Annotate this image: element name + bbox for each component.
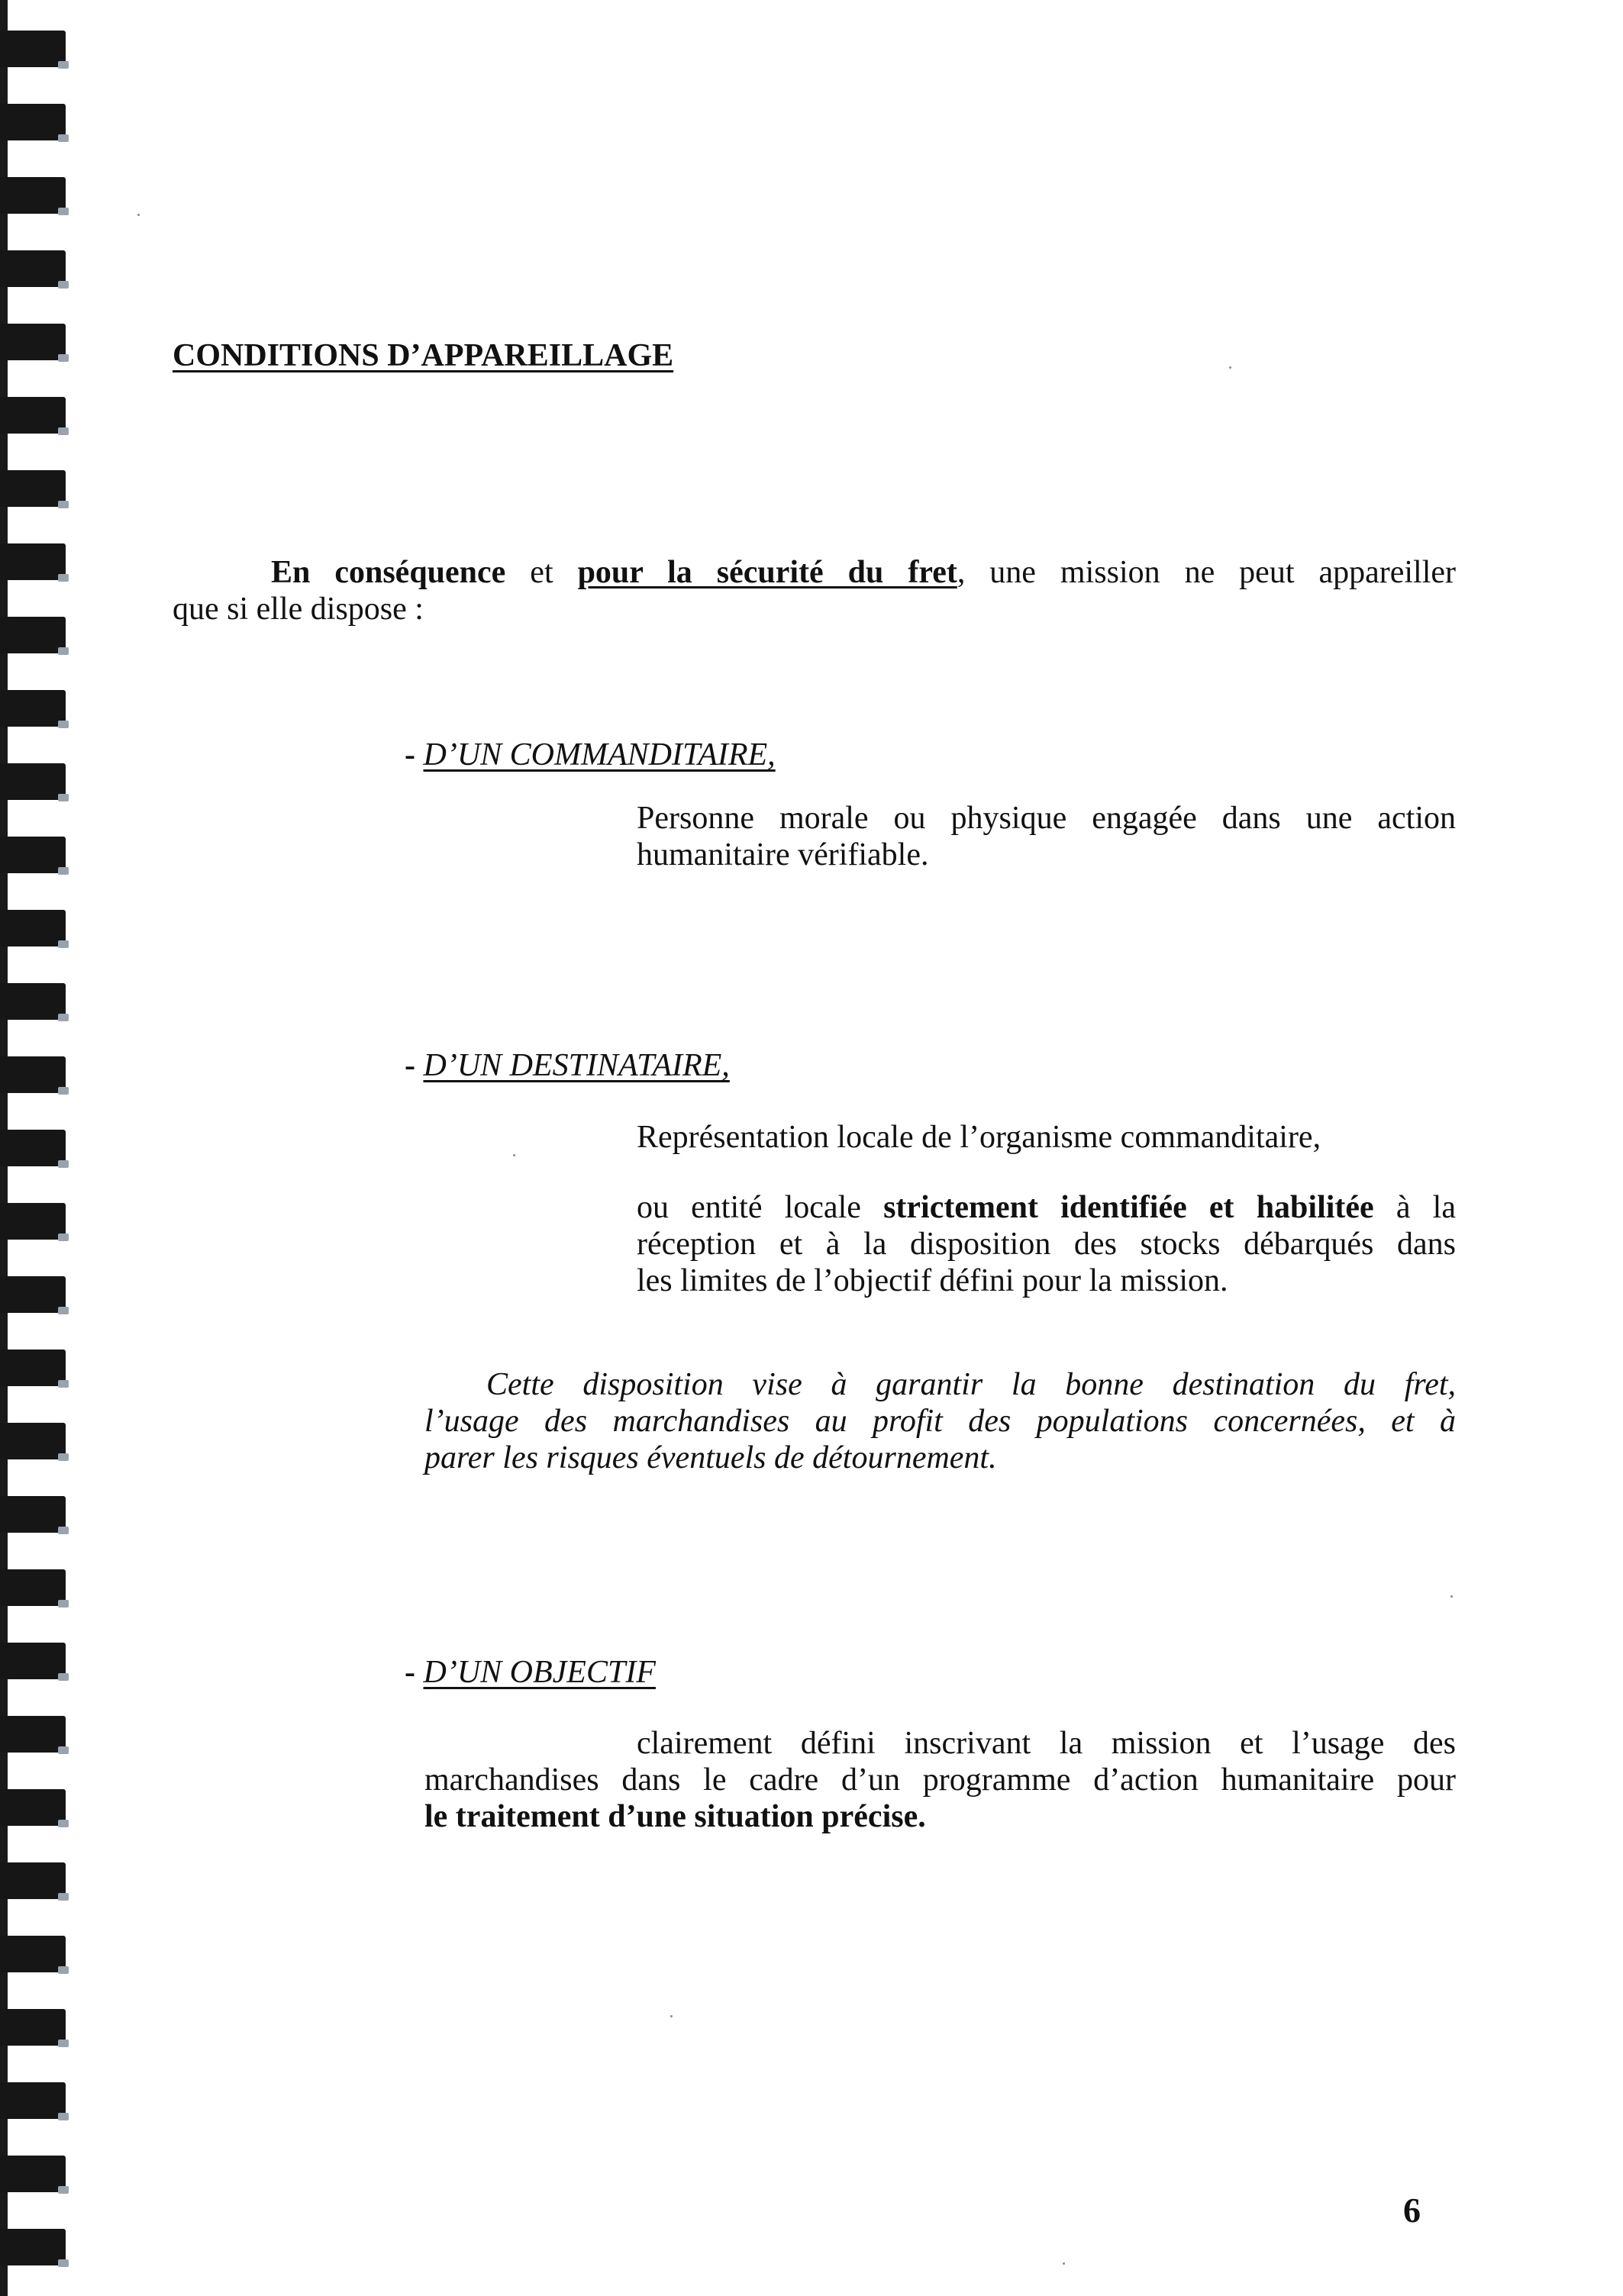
binding-coil bbox=[0, 763, 66, 800]
scan-speck bbox=[1063, 2262, 1065, 2265]
note-line-2: l’usage des marchandises au profit des populations concernées, et à bbox=[424, 1404, 1456, 1439]
objectif-line-2: marchandises dans le cadre d’un programme d’action humanitaire pour bbox=[424, 1762, 1456, 1798]
binding-coil bbox=[0, 1130, 66, 1166]
section-dash: - bbox=[405, 737, 424, 772]
scan-speck bbox=[670, 2015, 673, 2017]
note-line-3: parer les risques éventuels de détournement. bbox=[424, 1440, 997, 1475]
page-heading: CONDITIONS D’APPAREILLAGE bbox=[173, 338, 674, 373]
objectif-line-1: clairement défini inscrivant la mission et l’usage des bbox=[637, 1726, 1456, 1761]
scan-speck bbox=[1450, 1595, 1453, 1598]
binding-coil bbox=[0, 1276, 66, 1313]
para2-bold: strictement identifiée et habilitée bbox=[883, 1190, 1374, 1225]
section-name: D’UN COMMANDITAIRE, bbox=[423, 737, 776, 772]
intro-rest: , une mission ne peut appareiller bbox=[957, 555, 1456, 590]
binding-coil bbox=[0, 1936, 66, 1972]
binding-coil bbox=[0, 177, 66, 214]
binding-coil bbox=[0, 617, 66, 653]
binding-coil bbox=[0, 543, 66, 580]
intro-and: et bbox=[530, 555, 553, 590]
section-title-objectif bbox=[405, 1654, 656, 1691]
page-number: 6 bbox=[1403, 2191, 1421, 2230]
binding-coil bbox=[0, 1423, 66, 1459]
binding-coil bbox=[0, 1496, 66, 1533]
binding-coil bbox=[0, 104, 66, 140]
destinataire-para-2-line-1 bbox=[637, 1189, 1456, 1226]
section-dash: - bbox=[405, 1048, 424, 1083]
note-line-1: Cette disposition vise à garantir la bonne destination du fret, bbox=[486, 1367, 1456, 1402]
intro-line-2: que si elle dispose : bbox=[173, 592, 424, 627]
section-title-commanditaire bbox=[405, 737, 776, 773]
section-name: D’UN DESTINATAIRE, bbox=[423, 1048, 730, 1083]
commanditaire-line-1: Personne morale ou physique engagée dans une action bbox=[637, 801, 1456, 836]
binding-coil bbox=[0, 837, 66, 873]
section-title-destinataire bbox=[405, 1047, 730, 1084]
binding-coil bbox=[0, 2082, 66, 2119]
binding-coil bbox=[0, 1569, 66, 1606]
scan-speck bbox=[513, 1154, 515, 1156]
binding-coil bbox=[0, 1643, 66, 1679]
binding-coil bbox=[0, 690, 66, 727]
para2-pre: ou entité locale bbox=[637, 1190, 884, 1225]
binding-coil bbox=[0, 983, 66, 1020]
destinataire-para-2-line-2: réception et à la disposition des stocks débarqués dans bbox=[637, 1227, 1456, 1262]
binding-coil bbox=[0, 1789, 66, 1826]
scan-speck bbox=[137, 214, 140, 216]
binding-coil bbox=[0, 324, 66, 360]
binding-coil bbox=[0, 910, 66, 946]
section-dash: - bbox=[405, 1655, 424, 1690]
intro-emphasis: pour la sécurité du fret bbox=[577, 555, 957, 590]
intro-lead: En conséquence bbox=[271, 555, 506, 590]
commanditaire-line-2: humanitaire vérifiable. bbox=[637, 837, 929, 872]
para2-post: à la bbox=[1373, 1190, 1456, 1225]
section-name: D’UN OBJECTIF bbox=[423, 1655, 656, 1690]
destinataire-para-1: Représentation locale de l’organisme commanditaire, bbox=[637, 1120, 1321, 1155]
intro-line-1 bbox=[271, 554, 1456, 591]
binding-coil bbox=[0, 31, 66, 67]
binding-coil bbox=[0, 397, 66, 434]
binding-coil bbox=[0, 470, 66, 507]
scan-speck bbox=[1229, 366, 1231, 369]
binding-coil bbox=[0, 250, 66, 287]
binding-coil bbox=[0, 1862, 66, 1899]
binding-coil bbox=[0, 2229, 66, 2265]
binding-coil bbox=[0, 2156, 66, 2192]
binding-coil bbox=[0, 1203, 66, 1240]
binding-coil bbox=[0, 1350, 66, 1386]
spiral-binding bbox=[0, 0, 76, 2296]
destinataire-para-2-line-3: les limites de l’objectif défini pour la mission. bbox=[637, 1263, 1228, 1298]
binding-coil bbox=[0, 2009, 66, 2046]
binding-coil bbox=[0, 1056, 66, 1093]
binding-coil bbox=[0, 1716, 66, 1753]
objectif-line-3: le traitement d’une situation précise. bbox=[424, 1799, 926, 1834]
